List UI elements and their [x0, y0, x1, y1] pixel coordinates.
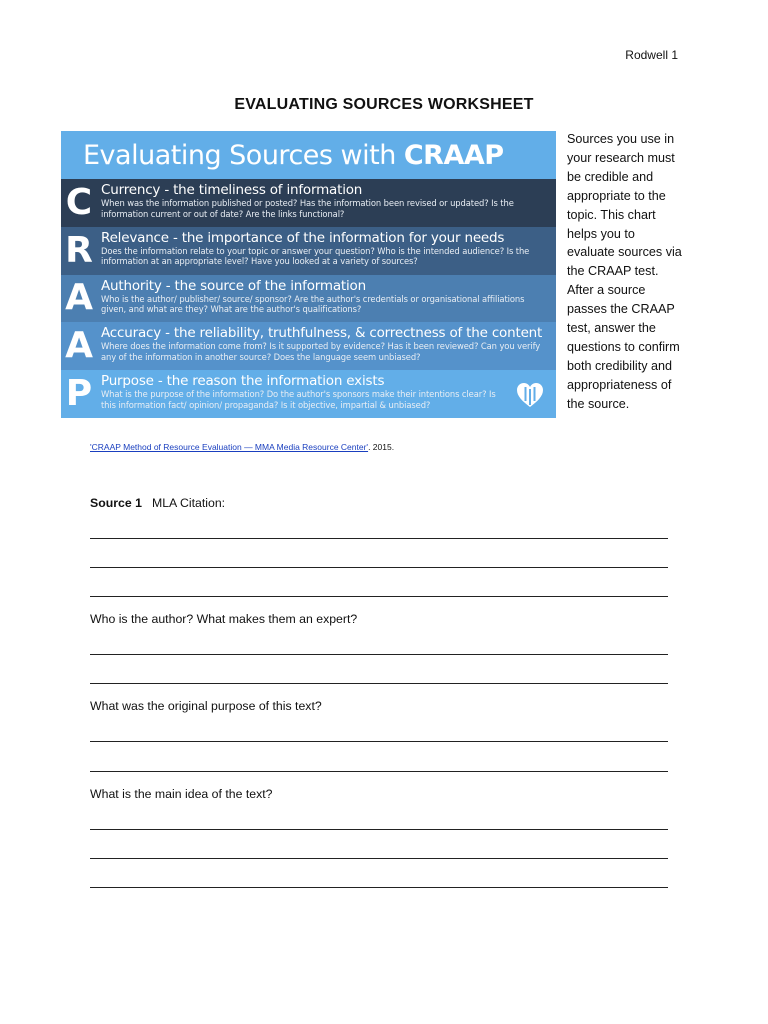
craap-title-bold: CRAAP	[403, 139, 504, 171]
answer-line[interactable]	[90, 829, 668, 830]
question-author: Who is the author? What makes them an expert?	[90, 612, 358, 626]
craap-description: What is the purpose of the information? Do the author's sponsors make their intentions clear? Is this information fact/ opinion/ propaganda? Is it objective, impartial & unbiased?	[101, 389, 496, 410]
answer-line[interactable]	[90, 858, 668, 859]
side-note-text: Sources you use in your research must be credible and appropriate to the topic. This chart helps you to evaluate sources via the CRAAP test. After a source passes the CRAAP test, answer the questions to confirm both credibility and appropriateness of the source.	[567, 132, 682, 411]
craap-row-purpose	[61, 370, 556, 418]
image-caption	[90, 442, 394, 452]
craap-description: When was the information published or posted? Has the information been revised or updated? Is the information current or out of date? Are the links functional?	[101, 198, 514, 219]
heart-icon	[516, 382, 544, 408]
craap-heading: Purpose - the reason the information exists	[101, 373, 385, 390]
answer-line[interactable]	[90, 654, 668, 655]
craap-row-accuracy	[61, 322, 556, 370]
answer-line[interactable]	[90, 567, 668, 568]
caption-suffix: . 2015.	[368, 442, 395, 452]
craap-chart-title	[61, 131, 556, 179]
craap-heading: Currency - the timeliness of information	[101, 182, 363, 198]
craap-description: Does the information relate to your topic or answer your question? Who is the intended audience? Is the information at an appropriate level? Have you looked at a variety of sources?	[101, 245, 530, 267]
craap-row-relevance	[61, 227, 556, 275]
answer-line[interactable]	[90, 683, 668, 684]
craap-row-authority	[61, 275, 556, 323]
answer-line[interactable]	[90, 596, 668, 597]
answer-line[interactable]	[90, 887, 668, 888]
craap-letter: R	[65, 229, 93, 271]
craap-row-currency	[61, 179, 556, 227]
craap-heading: Accuracy - the reliability, truthfulness, & correctness of the content	[101, 325, 543, 342]
answer-line[interactable]	[90, 741, 668, 742]
craap-chart-image	[61, 131, 556, 418]
craap-heading: Authority - the source of the information	[101, 277, 366, 294]
craap-letter: C	[65, 181, 93, 223]
answer-line[interactable]	[90, 538, 668, 539]
source-label: Source 1	[90, 496, 142, 510]
craap-description: Who is the author/ publisher/ source/ sponsor? Are the author's credentials or organisational affiliations given, and what are they? What are the author's qualifications?	[101, 293, 525, 315]
page-header-label: Rodwell 1	[625, 48, 678, 62]
document-title: EVALUATING SOURCES WORKSHEET	[234, 96, 534, 113]
answer-line[interactable]	[90, 771, 668, 772]
citation-label: MLA Citation:	[151, 496, 226, 510]
craap-description: Where does the information come from? Is it supported by evidence? Has it been reviewed? Can you verify any of the information in another source? Does the language seem unbiased?	[101, 341, 541, 362]
craap-letter: A	[65, 277, 93, 319]
craap-letter: P	[65, 373, 93, 415]
caption-link[interactable]: 'CRAAP Method of Resource Evaluation — MMA Media Resource Center'	[90, 442, 369, 452]
craap-letter: A	[65, 325, 93, 367]
craap-title-text: Evaluating Sources with	[83, 139, 396, 171]
question-purpose: What was the original purpose of this text?	[90, 699, 322, 713]
craap-heading: Relevance - the importance of the information for your needs	[101, 229, 505, 246]
question-main-idea: What is the main idea of the text?	[90, 787, 273, 801]
source-citation-prompt	[90, 496, 225, 510]
